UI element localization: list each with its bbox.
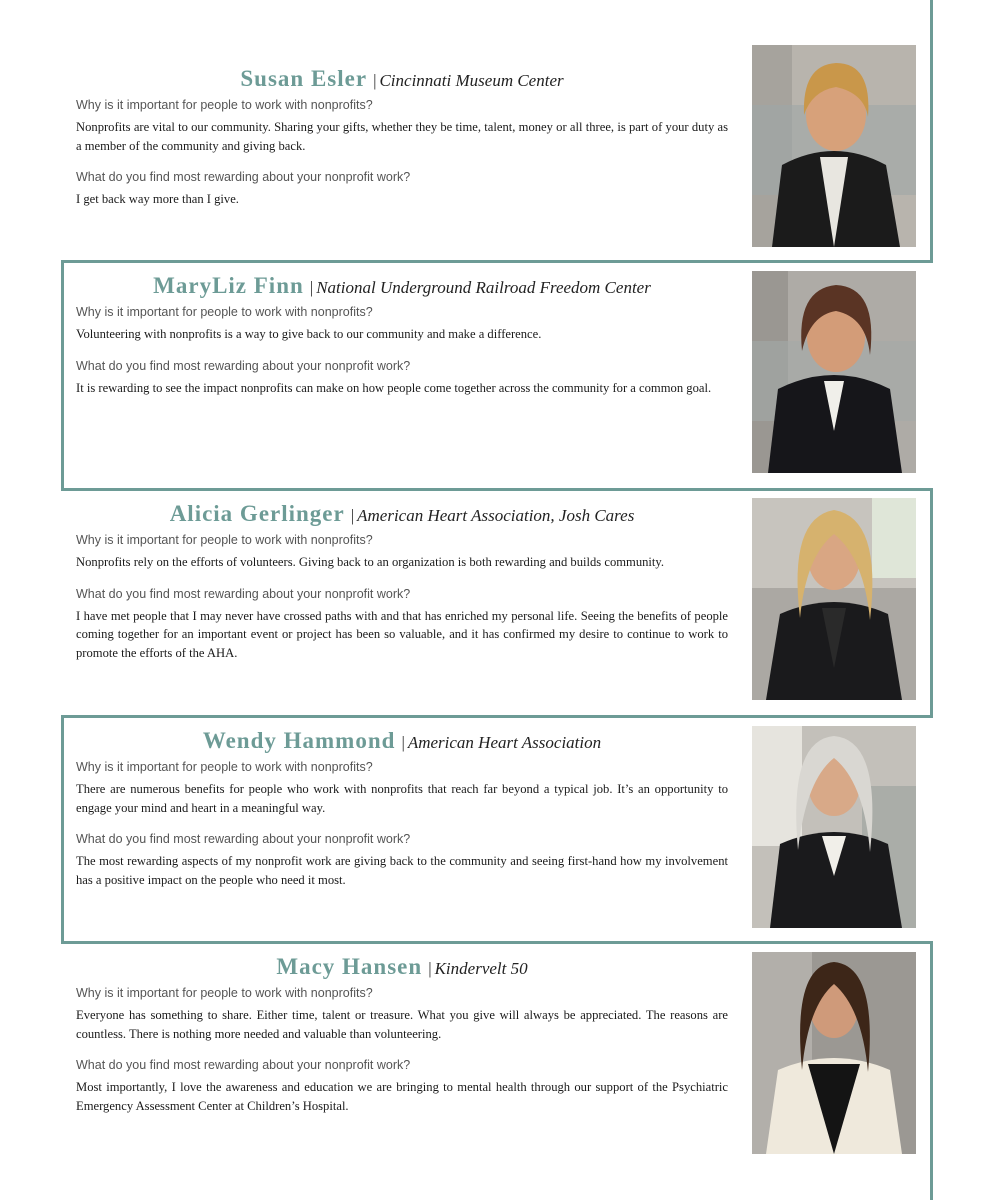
- separator: |: [428, 959, 432, 978]
- profile-heading: [76, 728, 728, 754]
- profile-wendy-hammond: [76, 728, 728, 904]
- frame-line: [930, 941, 933, 1200]
- portrait-photo: [752, 271, 916, 473]
- frame-line: [61, 260, 64, 490]
- answer-most-rewarding: I have met people that I may never have crossed paths with and that has enriched my personal life. Seeing the benefits of people coming together for an important event or project has been so valuable, and it has confirmed my desire to continue to work to promote the efforts of the AHA.: [76, 608, 728, 660]
- question-why-important: Why is it important for people to work with nonprofits?: [76, 533, 373, 547]
- profile-heading: [76, 501, 728, 527]
- answer-why-important: Everyone has something to share. Either time, talent or treasure. What you give will always be appreciated. The reasons are countless. There is nothing more needed and valuable than volunteering.: [76, 1008, 728, 1041]
- organization-name: Cincinnati Museum Center: [379, 71, 564, 90]
- separator: |: [373, 71, 377, 90]
- question-most-rewarding: What do you find most rewarding about your nonprofit work?: [76, 832, 411, 846]
- person-name: Susan Esler: [240, 66, 368, 91]
- profile-heading: [76, 66, 728, 92]
- frame-line: [61, 488, 933, 491]
- organization-name: Kindervelt 50: [434, 959, 528, 978]
- portrait-photo: [752, 45, 916, 247]
- person-name: MaryLiz Finn: [153, 273, 304, 298]
- organization-name: American Heart Association, Josh Cares: [357, 506, 635, 525]
- separator: |: [309, 278, 314, 297]
- question-why-important: Why is it important for people to work with nonprofits?: [76, 98, 373, 112]
- person-name: Alicia Gerlinger: [169, 501, 345, 526]
- answer-why-important: Nonprofits rely on the efforts of volunteers. Giving back to an organization is both rewarding and builds community.: [76, 555, 665, 569]
- question-why-important: Why is it important for people to work with nonprofits?: [76, 986, 373, 1000]
- profile-macy-hansen: [76, 954, 728, 1130]
- profile-susan-esler: [76, 66, 728, 224]
- answer-most-rewarding: It is rewarding to see the impact nonprofits can make on how people come together across the community for a common goal.: [76, 380, 712, 395]
- frame-line: [930, 0, 933, 262]
- portrait-photo: [752, 952, 916, 1154]
- person-name: Wendy Hammond: [202, 728, 396, 753]
- profile-alicia-gerlinger: [76, 501, 728, 677]
- question-most-rewarding: What do you find most rewarding about your nonprofit work?: [76, 358, 411, 373]
- portrait-photo: [752, 498, 916, 700]
- question-why-important: Why is it important for people to work with nonprofits?: [76, 305, 373, 319]
- profile-heading: [76, 273, 728, 299]
- answer-most-rewarding: I get back way more than I give.: [76, 192, 239, 206]
- separator: |: [350, 506, 355, 525]
- answer-most-rewarding: The most rewarding aspects of my nonprofit work are giving back to the community and seeing first-hand how my involvement has a positive impact on the people who need it most.: [76, 854, 728, 887]
- frame-line: [61, 715, 64, 943]
- question-most-rewarding: What do you find most rewarding about your nonprofit work?: [76, 586, 411, 601]
- person-name: Macy Hansen: [276, 954, 423, 979]
- frame-line: [61, 715, 933, 718]
- question-why-important: Why is it important for people to work with nonprofits?: [76, 760, 373, 774]
- frame-line: [930, 488, 933, 717]
- profile-heading: [76, 954, 728, 980]
- profile-maryliz-finn: [76, 273, 728, 412]
- answer-most-rewarding: Most importantly, I love the awareness and education we are bringing to mental health through our support of the Psychiatric Emergency Assessment Center at Children’s Hospital.: [76, 1080, 728, 1113]
- answer-why-important: Volunteering with nonprofits is a way to give back to our community and make a difference.: [76, 327, 542, 341]
- question-most-rewarding: What do you find most rewarding about your nonprofit work?: [76, 170, 411, 184]
- organization-name: National Underground Railroad Freedom Center: [316, 278, 651, 297]
- question-most-rewarding: What do you find most rewarding about your nonprofit work?: [76, 1058, 411, 1072]
- frame-line: [61, 941, 933, 944]
- frame-line: [61, 260, 933, 263]
- portrait-photo: [752, 726, 916, 928]
- separator: |: [401, 733, 405, 752]
- answer-why-important: Nonprofits are vital to our community. Sharing your gifts, whether they be time, talent, money or all three, is part of your duty as a member of the community and giving back.: [76, 120, 728, 153]
- answer-why-important: There are numerous benefits for people who work with nonprofits that reach far beyond a typical job. It’s an opportunity to engage your mind and heart in a meaningful way.: [76, 782, 728, 815]
- organization-name: American Heart Association: [407, 733, 602, 752]
